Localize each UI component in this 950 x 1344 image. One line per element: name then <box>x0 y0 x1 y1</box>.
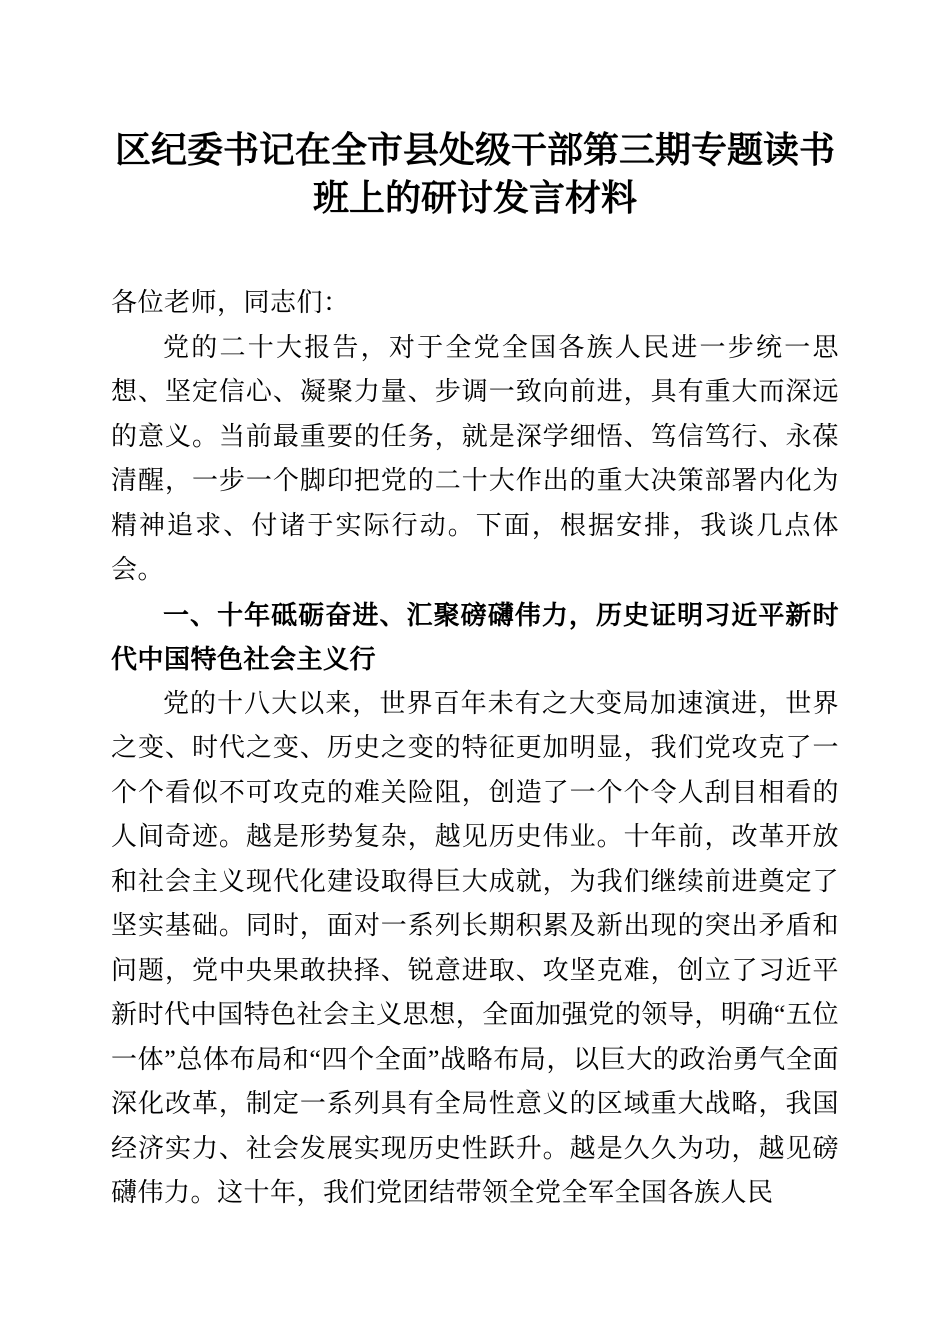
paragraph-intro: 党的二十大报告，对于全党全国各族人民进一步统一思想、坚定信心、凝聚力量、步调一致向前进，具有重大而深远的意义。当前最重要的任务，就是深学细悟、笃信笃行、永葆清醒，一步一个脚印把党的二十大作出的重大决策部署内化为精神追求、付诸于实际行动。下面，根据安排，我谈几点体会。 <box>111 332 839 584</box>
doc-title-line-2: 班上的研讨发言材料 <box>312 178 637 218</box>
paragraph-section-1-body: 党的十八大以来，世界百年未有之大变局加速演进，世界之变、时代之变、历史之变的特征更加明显，我们党攻克了一个个看似不可攻克的难关险阻，创造了一个个令人刮目相看的人间奇迹。越是形势复杂，越见历史伟业。十年前，改革开放和社会主义现代化建设取得巨大成就，为我们继续前进奠定了坚实基础。同时，面对一系列长期积累及新出现的突出矛盾和问题，党中央果敢抉择、锐意进取、攻坚克难，创立了习近平新时代中国特色社会主义思想，全面加强党的领导，明确“五位一体”总体布局和“四个全面”战略布局，以巨大的政治勇气全面深化改革，制定一系列具有全局性意义的区域重大战略，我国经济实力、社会发展实现历史性跃升。越是久久为功，越见磅礴伟力。这十年，我们党团结带领全党全军全国各族人民 <box>111 688 839 1207</box>
doc-body <box>111 281 839 1216</box>
doc-title-line-1: 区纪委书记在全市县处级干部第三期专题读书 <box>114 130 835 170</box>
section-heading-1: 一、十年砥砺奋进、汇聚磅礴伟力，历史证明习近平新时代中国特色社会主义行 <box>111 599 839 674</box>
salutation-line: 各位老师，同志们： <box>111 288 350 317</box>
doc-title <box>111 126 839 222</box>
